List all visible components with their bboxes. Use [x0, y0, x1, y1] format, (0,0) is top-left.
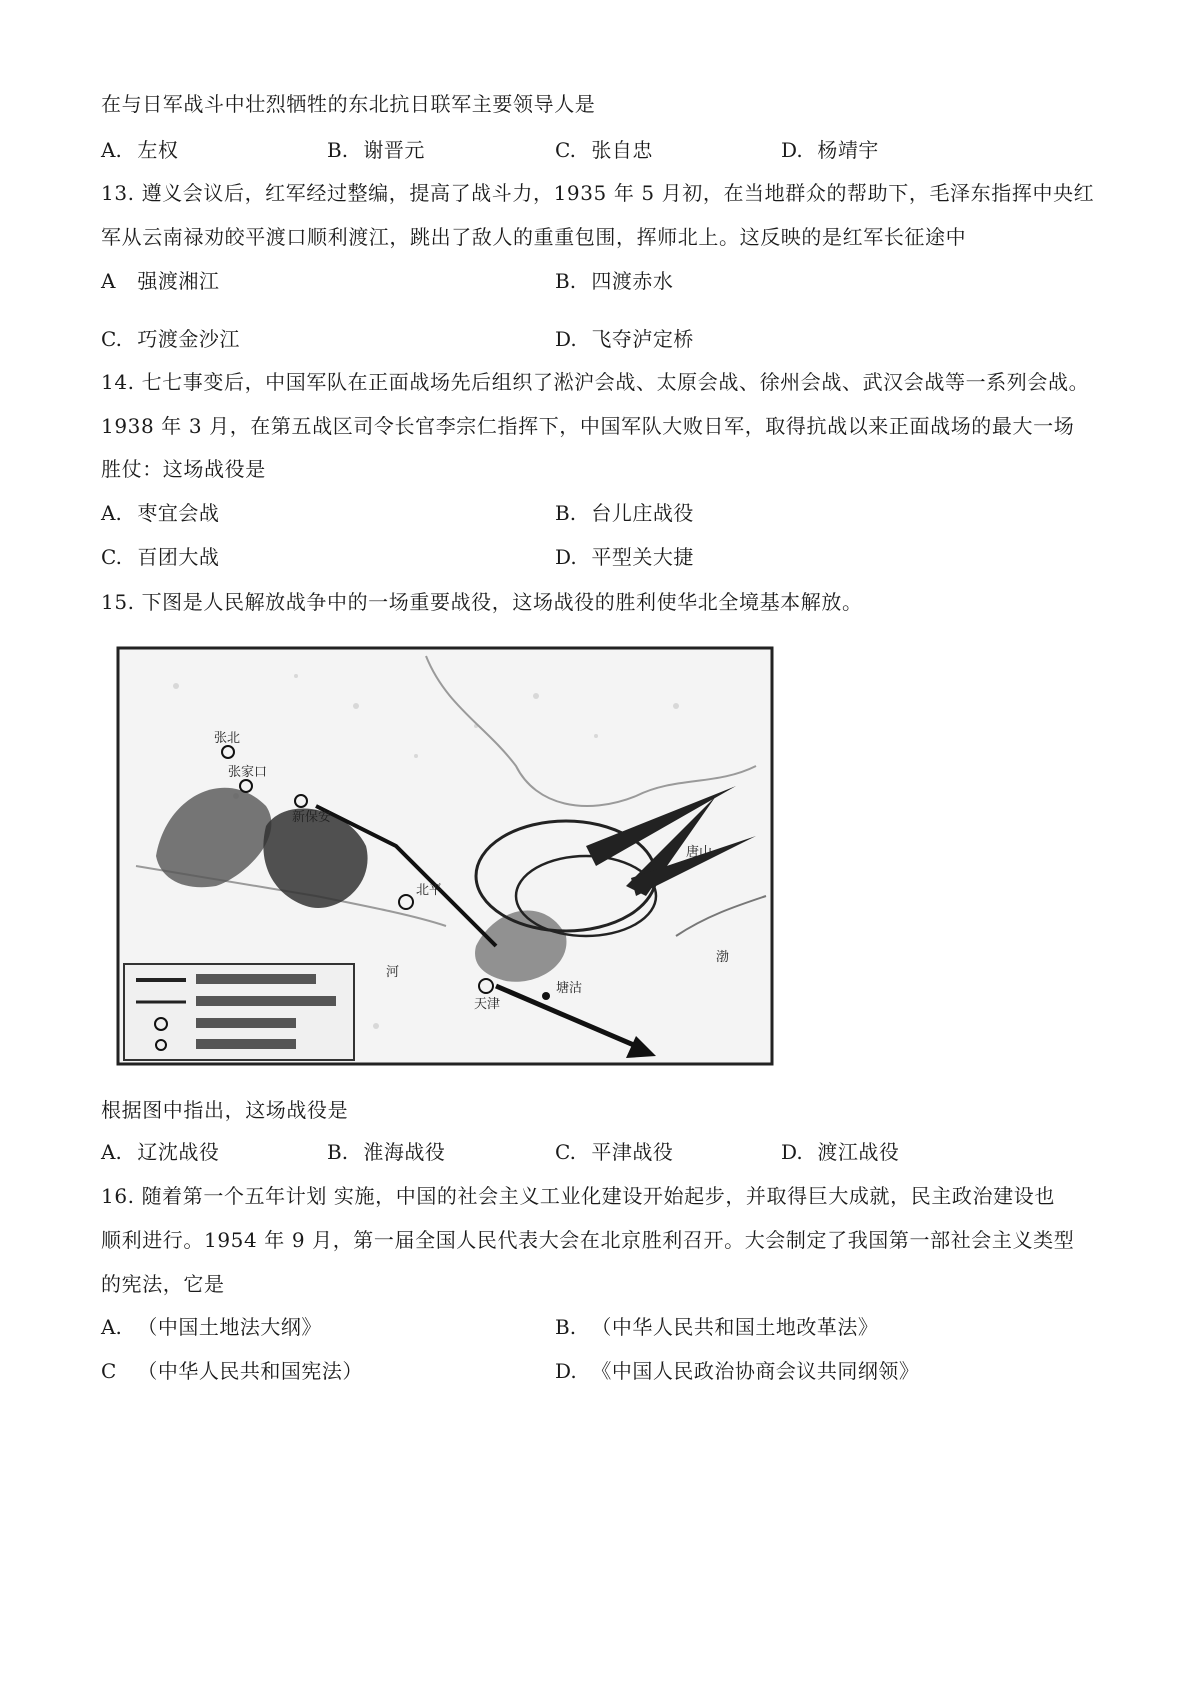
q15-option-d[interactable]: D. 渡江战役 — [781, 1140, 900, 1164]
q15-option-b[interactable]: B. 淮海战役 — [327, 1140, 446, 1164]
q13-line-1: 13. 遵义会议后，红军经过整编，提高了战斗力，1935 年 5 月初，在当地群众的帮助下，毛泽东指挥中央红 — [101, 181, 1095, 205]
q14-option-c[interactable]: C. 百团大战 — [101, 545, 220, 569]
q12-option-a[interactable]: A. 左权 — [101, 138, 179, 162]
map-label-zhangjiakou: 张家口 — [228, 765, 268, 780]
q13-line-2: 军从云南禄劝皎平渡口顺利渡江，跳出了敌人的重重包围，挥师北上。这反映的是红军长征途中 — [101, 225, 967, 249]
q15-option-c[interactable]: C. 平津战役 — [555, 1140, 674, 1164]
q15-stem: 15. 下图是人民解放战争中的一场重要战役，这场战役的胜利使华北全境基本解放。 — [101, 590, 863, 614]
q13-option-d[interactable]: D. 飞夺泸定桥 — [555, 327, 694, 351]
q14-option-a[interactable]: A. 枣宜会战 — [101, 501, 220, 525]
q15-option-a[interactable]: A. 辽沈战役 — [101, 1140, 220, 1164]
q13-option-a[interactable]: A 强渡湘江 — [101, 269, 220, 293]
map-label-beiping: 北平 — [416, 883, 443, 898]
map-label-hebei: 河 — [386, 965, 400, 980]
map-label-zhangbei: 张北 — [214, 731, 241, 746]
q12-option-c[interactable]: C. 张自忠 — [555, 138, 653, 162]
map-label-bohai: 渤 — [716, 950, 730, 965]
q16-line-2: 顺利进行。1954 年 9 月，第一届全国人民代表大会在北京胜利召开。大会制定了我国第一部社会主义类型 — [101, 1228, 1075, 1252]
battle-map — [116, 646, 774, 1066]
map-label-xinbaoan: 新保安 — [292, 810, 332, 825]
q15-question: 根据图中指出，这场战役是 — [101, 1098, 349, 1122]
q16-line-3: 的宪法，它是 — [101, 1272, 225, 1296]
q14-option-b[interactable]: B. 台儿庄战役 — [555, 501, 694, 525]
map-label-tangshan: 唐山 — [686, 845, 713, 860]
q13-option-c[interactable]: C. 巧渡金沙江 — [101, 327, 240, 351]
map-legend — [124, 964, 354, 1060]
q14-line-3: 胜仗：这场战役是 — [101, 457, 266, 481]
q14-line-1: 14. 七七事变后，中国军队在正面战场先后组织了淞沪会战、太原会战、徐州会战、武汉会战等一系列会战。 — [101, 370, 1090, 394]
map-label-tanggu: 塘沽 — [556, 981, 583, 996]
q16-option-b[interactable]: B. （中华人民共和国土地改革法》 — [555, 1315, 879, 1339]
q12-option-b[interactable]: B. 谢晋元 — [327, 138, 425, 162]
q16-option-d[interactable]: D. 《中国人民政治协商会议共同纲领》 — [555, 1359, 920, 1383]
map-label-tianjin: 天津 — [474, 997, 501, 1012]
q12-option-d[interactable]: D. 杨靖宇 — [781, 138, 879, 162]
q16-option-a[interactable]: A. （中国土地法大纲》 — [101, 1315, 322, 1339]
q14-option-d[interactable]: D. 平型关大捷 — [555, 545, 694, 569]
q12-stem: 在与日军战斗中壮烈牺牲的东北抗日联军主要领导人是 — [101, 92, 596, 116]
q13-option-b[interactable]: B. 四渡赤水 — [555, 269, 674, 293]
q14-line-2: 1938 年 3 月，在第五战区司令长官李宗仁指挥下，中国军队大败日军，取得抗战以来正面战场的最大一场 — [101, 414, 1075, 438]
q16-option-c[interactable]: C （中华人民共和国宪法） — [101, 1359, 363, 1383]
q16-line-1: 16. 随着第一个五年计划 实施，中国的社会主义工业化建设开始起步，并取得巨大成就，民主政治建设也 — [101, 1184, 1055, 1208]
